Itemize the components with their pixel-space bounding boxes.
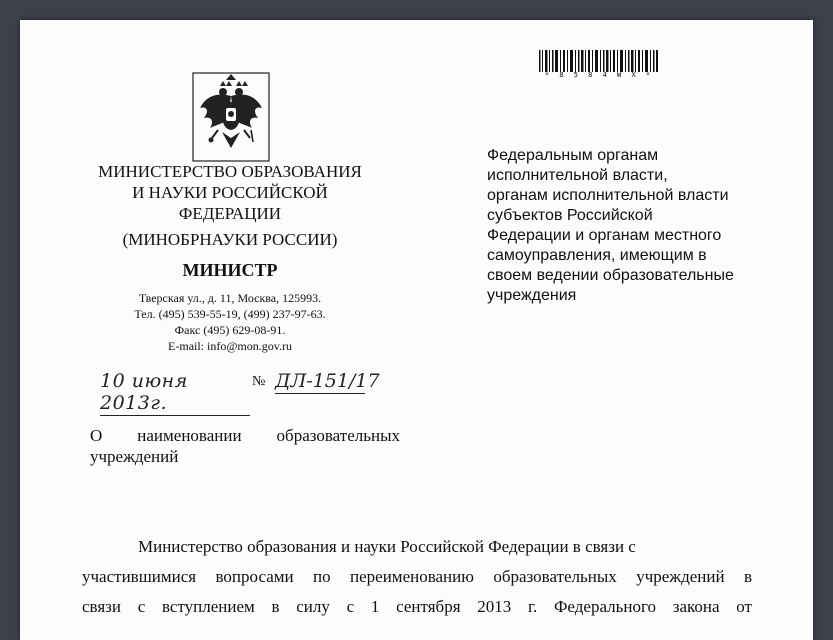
recipient-line: своем ведении образовательные — [487, 267, 734, 284]
recipient-line: учреждения — [487, 287, 577, 304]
subject-block — [90, 425, 400, 467]
date-number-line — [100, 368, 380, 414]
barcode-code: * 8 5 8 4 W X * — [544, 71, 654, 79]
email-line: E-mail: info@mon.gov.ru — [168, 339, 292, 353]
subject-line-1: О наименовании образовательных — [90, 426, 400, 445]
number-sign: № — [252, 374, 266, 389]
subject-line-2: учреждений — [90, 447, 179, 466]
recipient-line: Федерации и органам местного — [487, 227, 722, 244]
recipient-line: исполнительной власти, — [487, 167, 668, 184]
handwritten-date: 10 июня 2013г. — [100, 370, 250, 416]
body-line-2: участившимися вопросами по переименованию образовательных учреждений в — [82, 567, 752, 586]
recipient-line: Федеральным органам — [487, 147, 659, 164]
ministry-name-line-2: И НАУКИ РОССИЙСКОЙ — [132, 183, 328, 202]
ministry-name-line-1: МИНИСТЕРСТВО ОБРАЗОВАНИЯ — [98, 162, 362, 181]
ministry-short-name: (МИНОБРНАУКИ РОССИИ) — [122, 230, 338, 249]
recipient-line: самоуправления, имеющим в — [487, 247, 707, 264]
document-page — [20, 20, 813, 640]
recipient-line: субъектов Российской — [487, 207, 653, 224]
recipient-line: органам исполнительной власти — [487, 187, 729, 204]
minister-title: МИНИСТР — [182, 260, 278, 280]
recipient-block — [487, 146, 767, 306]
handwritten-number: ДЛ-151/17 — [275, 370, 380, 392]
phone-line: Тел. (495) 539-55-19, (499) 237-97-63. — [134, 307, 326, 321]
coat-of-arms-emblem — [192, 72, 270, 162]
address-line: Тверская ул., д. 11, Москва, 125993. — [138, 291, 322, 305]
body-line-3: связи с вступлением в силу с 1 сентября 2013 г. Федерального закона от — [82, 597, 752, 616]
body-line-1: Министерство образования и науки Российской Федерации в связи с — [138, 537, 636, 556]
fax-line: Факс (495) 629-08-91. — [174, 323, 286, 337]
ministry-name-line-3: ФЕДЕРАЦИИ — [178, 204, 282, 223]
